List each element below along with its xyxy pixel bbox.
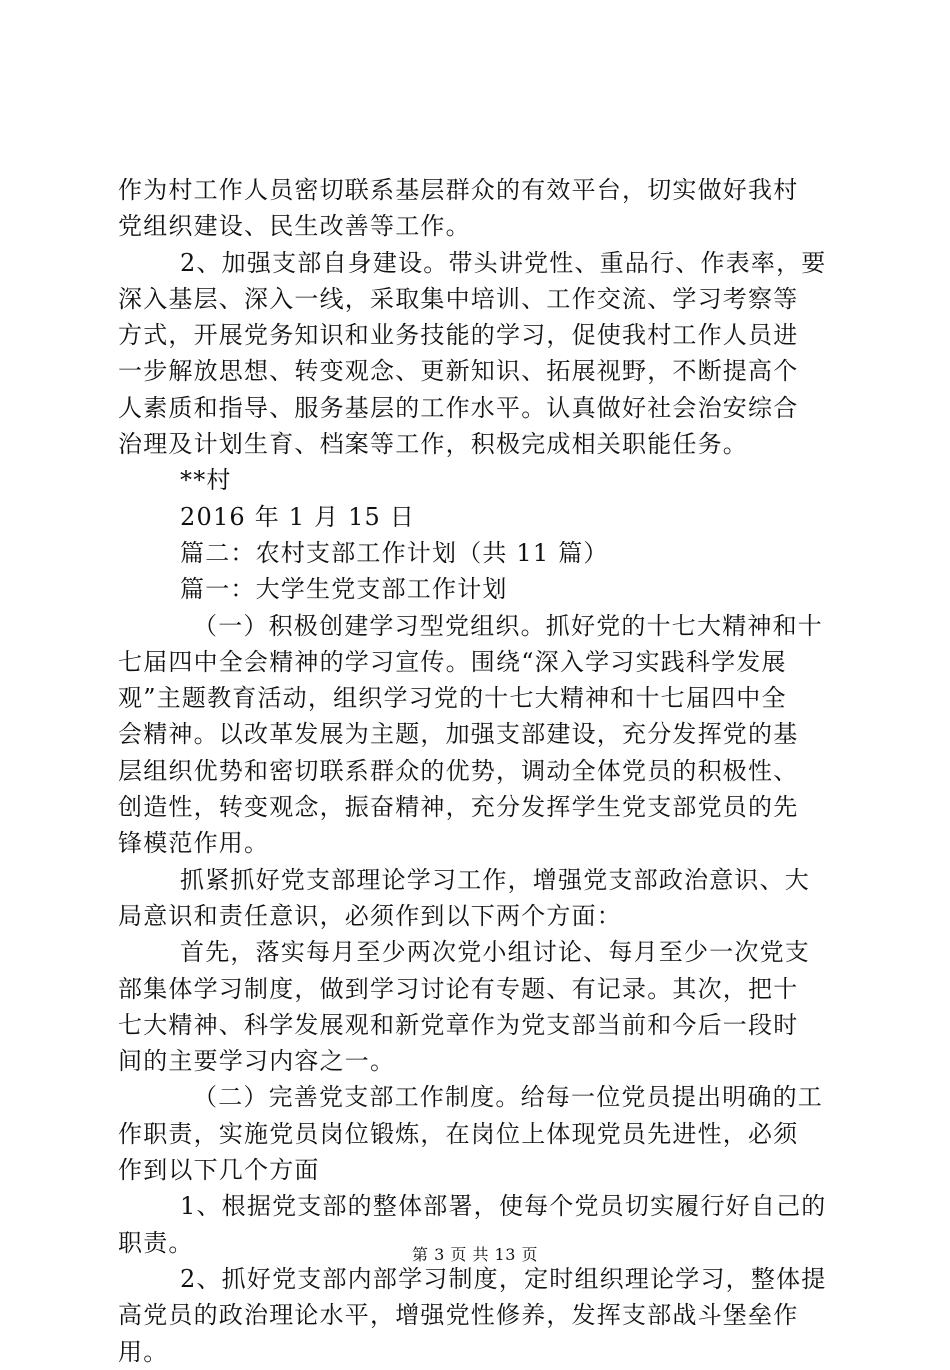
text-line: 间的主要学习内容之一。 [118, 1047, 396, 1076]
text-line: 2、加强支部自身建设。带头讲党性、重品行、作表率，要 [180, 248, 827, 277]
date-line: 2016 年 1 月 15 日 [180, 502, 416, 531]
text-line: 首先，落实每月至少两次党小组讨论、每月至少一次党支 [180, 938, 810, 967]
text-line: 创造性，转变观念，振奋精神，充分发挥学生党支部党员的先 [118, 793, 799, 822]
text-line: 七大精神、科学发展观和新党章作为党支部当前和今后一段时 [118, 1010, 799, 1039]
text-line: 作职责，实施党员岗位锻炼，在岗位上体现党员先进性，必须 [118, 1119, 799, 1148]
text-line: 作到以下几个方面 [118, 1156, 320, 1185]
section-heading: 篇二：农村支部工作计划（共 11 篇） [180, 538, 609, 567]
document-body [118, 172, 838, 1370]
page-footer: 第 3 页 共 13 页 [412, 1245, 538, 1264]
text-line: 会精神。以改革发展为主题，加强支部建设，充分发挥党的基 [118, 720, 799, 749]
text-line: 方式，开展党务知识和业务技能的学习，促使我村工作人员进 [118, 321, 799, 350]
text-line: 锋模范作用。 [118, 829, 270, 858]
signature-line: **村 [180, 466, 232, 495]
text-line: 七届四中全会精神的学习宣传。围绕“深入学习实践科学发展 [118, 647, 787, 676]
text-line: 作为村工作人员密切联系基层群众的有效平台，切实做好我村 [118, 176, 799, 204]
text-line: （二）完善党支部工作制度。给每一位党员提出明确的工 [193, 1083, 823, 1112]
text-line: （一）积极创建学习型党组织。抓好党的十七大精神和十 [193, 611, 823, 640]
text-line: 抓紧抓好党支部理论学习工作，增强党支部政治意识、大 [180, 865, 810, 894]
text-line: 治理及计划生育、档案等工作，积极完成相关职能任务。 [118, 430, 748, 459]
text-line: 2、抓好党支部内部学习制度，定时组织理论学习，整体提 [180, 1264, 827, 1293]
text-line: 1、根据党支部的整体部署，使每个党员切实履行好自己的 [180, 1192, 827, 1221]
text-line: 职责。 [118, 1228, 194, 1257]
text-line: 层组织优势和密切联系群众的优势，调动全体党员的积极性、 [118, 756, 799, 785]
text-line: 人素质和指导、服务基层的工作水平。认真做好社会治安综合 [118, 393, 799, 422]
text-line: 用。 [118, 1337, 169, 1366]
section-heading: 篇一：大学生党支部工作计划 [180, 575, 508, 604]
text-line: 党组织建设、民生改善等工作。 [118, 212, 471, 241]
text-line: 深入基层、深入一线，采取集中培训、工作交流、学习考察等 [118, 284, 799, 313]
text-line: 高党员的政治理论水平，增强党性修养，发挥支部战斗堡垒作 [118, 1301, 799, 1330]
text-line: 部集体学习制度，做到学习讨论有专题、有记录。其次，把十 [118, 974, 799, 1003]
text-line: 观”主题教育活动，组织学习党的十七大精神和十七届四中全 [118, 684, 787, 713]
text-line: 一步解放思想、转变观念、更新知识、拓展视野，不断提高个 [118, 357, 799, 386]
text-line: 局意识和责任意识，必须作到以下两个方面： [118, 901, 622, 930]
